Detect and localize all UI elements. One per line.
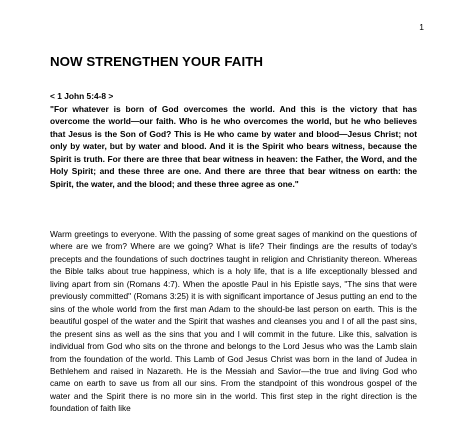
scripture-passage <box>50 90 417 190</box>
scripture-reference: < 1 John 5:4-8 > <box>50 91 114 101</box>
body-paragraph: Warm greetings to everyone. With the passing of some great sages of mankind on the questions of where are we from? Where are we going? What is life? Their findings are the results of today's precepts and the foundations of such doctrines taught in religion and Christianity thereon. Whereas the Bible talks about true happiness, which is a holy life, that is a life exceptionally blessed and living apart from sin (Romans 4:7). When the apostle Paul in his Epistle says, "The sins that were previously committed" (Romans 3:25) it is with significant importance of Jesus putting an end to the sins of the whole world from the first man Adam to the should-be last person on earth. This is the beautiful gospel of the water and the Spirit that washes and cleanses you and I of all the past sins, the present sins as well as the sins that you and I will commit in the future. Like this, salvation is individual from God who sits on the throne and belongs to the Lord Jesus who was the Lamb slain from the foundation of the world. This Lamb of God Jesus Christ was born in the land of Judea in Bethlehem and raised in Nazareth. He is the Messiah and Savior—the true and living God who came on earth to save us from all our sins. From the standpoint of this wondrous gospel of the water and the Spirit there is no more sin in the world. This first step in the right direction is the foundation of faith like <box>50 229 417 414</box>
scripture-text: "For whatever is born of God overcomes the world. And this is the victory that has overcome the world—our faith. Who is he who overcomes the world, but he who believes that Jesus is the Son of God? This is He who came by water and blood—Jesus Christ; not only by water, but by water and blood. And it is the Spirit who bears witness, because the Spirit is truth. For there are three that bear witness in heaven: the Father, the Word, and the Holy Spirit; and these three are one. And there are three that bear witness on earth: the Spirit, the water, and the blood; and these three agree as one." <box>50 103 417 189</box>
page-number: 1 <box>419 22 424 32</box>
page-title: NOW STRENGTHEN YOUR FAITH <box>50 54 264 69</box>
